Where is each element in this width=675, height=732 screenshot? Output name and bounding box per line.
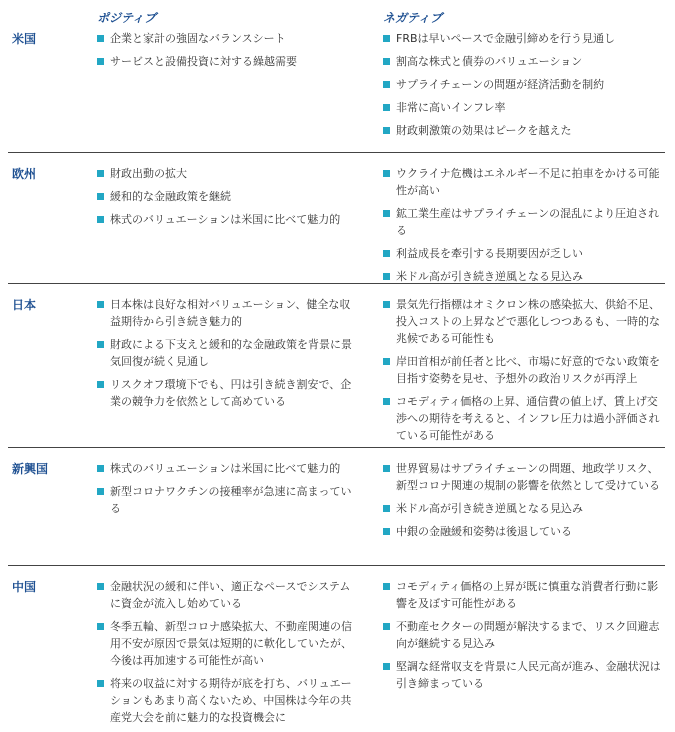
factor-text: 岸田首相が前任者と比べ、市場に好意的でない政策を目指す姿勢を見せ、予想外の政治リスクが再浮上 bbox=[396, 355, 660, 385]
square-bullet-icon bbox=[383, 301, 390, 308]
factor-text: 鉱工業生産はサプライチェーンの混乱により圧迫される bbox=[396, 207, 660, 237]
negative-factors-list bbox=[383, 296, 661, 450]
square-bullet-icon bbox=[383, 273, 390, 280]
factor-text: FRBは早いペースで金融引締めを行う見通し bbox=[396, 32, 615, 45]
positive-factor-item bbox=[97, 53, 359, 70]
square-bullet-icon bbox=[97, 680, 104, 687]
factor-text: 金融状況の緩和に伴い、適正なペースでシステムに資金が流入し始めている bbox=[110, 580, 351, 610]
negative-column-header: ネガティブ bbox=[383, 11, 443, 25]
negative-factors-list bbox=[383, 165, 661, 291]
negative-factor-item bbox=[383, 296, 661, 347]
factor-text: 財政による下支えと緩和的な金融政策を背景に景気回復が続く見通し bbox=[110, 338, 352, 368]
negative-factor-item bbox=[383, 393, 661, 444]
positive-factor-item bbox=[97, 211, 359, 228]
square-bullet-icon bbox=[97, 341, 104, 348]
square-bullet-icon bbox=[97, 58, 104, 65]
factor-text: サプライチェーンの問題が経済活動を制約 bbox=[396, 78, 605, 91]
factor-text: 冬季五輪、新型コロナ感染拡大、不動産関連の信用不安が原因で景気は短期的に軟化していたが、今後は再加速する可能性が高い bbox=[110, 620, 352, 667]
row-divider bbox=[8, 447, 665, 448]
negative-factor-item bbox=[383, 53, 661, 70]
positive-factors-list bbox=[97, 578, 359, 732]
factor-text: 日本株は良好な相対バリュエーション、健全な収益期待から引き続き魅力的 bbox=[110, 298, 351, 328]
square-bullet-icon bbox=[383, 583, 390, 590]
factor-text: 米ドル高が引き続き逆風となる見込み bbox=[396, 502, 583, 515]
factor-text: 中銀の金融緩和姿勢は後退している bbox=[396, 525, 572, 538]
positive-factor-item bbox=[97, 618, 359, 669]
region-label: 米国 bbox=[12, 32, 37, 46]
region-label: 中国 bbox=[12, 580, 37, 594]
factor-text: 新型コロナワクチンの接種率が急速に高まっている bbox=[110, 485, 352, 515]
square-bullet-icon bbox=[97, 216, 104, 223]
negative-factor-item bbox=[383, 99, 661, 116]
square-bullet-icon bbox=[383, 358, 390, 365]
negative-factor-item bbox=[383, 76, 661, 93]
positive-factor-item bbox=[97, 30, 359, 47]
negative-factor-item bbox=[383, 618, 661, 652]
row-divider bbox=[8, 152, 665, 153]
negative-factor-item bbox=[383, 245, 661, 262]
factor-text: ウクライナ危機はエネルギー不足に拍車をかける可能性が高い bbox=[396, 167, 660, 197]
negative-factors-list bbox=[383, 578, 661, 698]
region-label: 日本 bbox=[12, 298, 37, 312]
square-bullet-icon bbox=[383, 398, 390, 405]
negative-factor-item bbox=[383, 500, 661, 517]
square-bullet-icon bbox=[97, 193, 104, 200]
square-bullet-icon bbox=[383, 170, 390, 177]
square-bullet-icon bbox=[383, 465, 390, 472]
factor-text: 企業と家計の強固なバランスシート bbox=[110, 32, 286, 45]
negative-factor-item bbox=[383, 658, 661, 692]
negative-factor-item bbox=[383, 165, 661, 199]
region-label: 新興国 bbox=[12, 462, 49, 476]
row-divider bbox=[8, 565, 665, 566]
positive-factor-item bbox=[97, 675, 359, 726]
factor-text: 非常に高いインフレ率 bbox=[396, 101, 506, 114]
negative-factors-list bbox=[383, 460, 661, 546]
factor-text: 緩和的な金融政策を継続 bbox=[110, 190, 231, 203]
square-bullet-icon bbox=[383, 623, 390, 630]
factor-text: リスクオフ環境下でも、円は引き続き割安で、企業の競争力を依然として高めている bbox=[110, 378, 352, 408]
factor-text: サービスと設備投資に対する繰越需要 bbox=[110, 55, 297, 68]
square-bullet-icon bbox=[97, 465, 104, 472]
square-bullet-icon bbox=[383, 210, 390, 217]
negative-factor-item bbox=[383, 122, 661, 139]
row-divider bbox=[8, 283, 665, 284]
factor-text: 世界貿易はサプライチェーンの問題、地政学リスク、新型コロナ関連の規制の影響を依然として受けている bbox=[396, 462, 660, 492]
square-bullet-icon bbox=[97, 583, 104, 590]
positive-factor-item bbox=[97, 460, 359, 477]
positive-factor-item bbox=[97, 376, 359, 410]
factor-text: 株式のバリュエーションは米国に比べて魅力的 bbox=[110, 213, 341, 226]
negative-factors-list bbox=[383, 30, 661, 145]
factor-text: コモディティ価格の上昇が既に慎重な消費者行動に影響を及ぼす可能性がある bbox=[396, 580, 659, 610]
negative-factor-item bbox=[383, 460, 661, 494]
square-bullet-icon bbox=[383, 505, 390, 512]
factor-text: 米ドル高が引き続き逆風となる見込み bbox=[396, 270, 583, 283]
square-bullet-icon bbox=[383, 58, 390, 65]
positive-factor-item bbox=[97, 578, 359, 612]
positive-factor-item bbox=[97, 296, 359, 330]
factor-text: 将来の収益に対する期待が底を打ち、バリュエーションもあまり高くないため、中国株は今年の共産党大会を前に魅力的な投資機会に bbox=[110, 677, 352, 724]
negative-factor-item bbox=[383, 30, 661, 47]
region-label: 欧州 bbox=[12, 167, 37, 181]
square-bullet-icon bbox=[383, 250, 390, 257]
square-bullet-icon bbox=[383, 663, 390, 670]
positive-factor-item bbox=[97, 165, 359, 182]
square-bullet-icon bbox=[383, 104, 390, 111]
negative-factor-item bbox=[383, 205, 661, 239]
positive-factors-list bbox=[97, 165, 359, 234]
positive-factors-list bbox=[97, 460, 359, 523]
square-bullet-icon bbox=[97, 170, 104, 177]
factor-text: 利益成長を牽引する長期要因が乏しい bbox=[396, 247, 583, 260]
square-bullet-icon bbox=[97, 488, 104, 495]
factor-text: 財政出動の拡大 bbox=[110, 167, 187, 180]
factor-text: コモディティ価格の上昇、通信費の値上げ、賃上げ交渉への期待を考えると、インフレ圧力は過小評価されている可能性がある bbox=[396, 395, 660, 442]
factor-text: 割高な株式と債券のバリュエーション bbox=[396, 55, 583, 68]
positive-factors-list bbox=[97, 296, 359, 416]
factor-text: 財政刺激策の効果はピークを越えた bbox=[396, 124, 572, 137]
square-bullet-icon bbox=[97, 623, 104, 630]
factor-text: 景気先行指標はオミクロン株の感染拡大、供給不足、投入コストの上昇などで悪化しつつあるも、一時的な兆候である可能性も bbox=[396, 298, 660, 345]
negative-factor-item bbox=[383, 523, 661, 540]
positive-factor-item bbox=[97, 483, 359, 517]
positive-column-header: ポジティブ bbox=[97, 11, 157, 25]
negative-factor-item bbox=[383, 578, 661, 612]
factor-text: 株式のバリュエーションは米国に比べて魅力的 bbox=[110, 462, 341, 475]
square-bullet-icon bbox=[97, 301, 104, 308]
square-bullet-icon bbox=[383, 528, 390, 535]
positive-factor-item bbox=[97, 336, 359, 370]
square-bullet-icon bbox=[383, 81, 390, 88]
square-bullet-icon bbox=[383, 35, 390, 42]
square-bullet-icon bbox=[97, 35, 104, 42]
square-bullet-icon bbox=[383, 127, 390, 134]
positive-factors-list bbox=[97, 30, 359, 76]
factor-text: 堅調な経常収支を背景に人民元高が進み、金融状況は引き締まっている bbox=[396, 660, 661, 690]
negative-factor-item bbox=[383, 353, 661, 387]
positive-factor-item bbox=[97, 188, 359, 205]
factor-text: 不動産セクターの問題が解決するまで、リスク回避志向が継続する見込み bbox=[396, 620, 660, 650]
square-bullet-icon bbox=[97, 381, 104, 388]
